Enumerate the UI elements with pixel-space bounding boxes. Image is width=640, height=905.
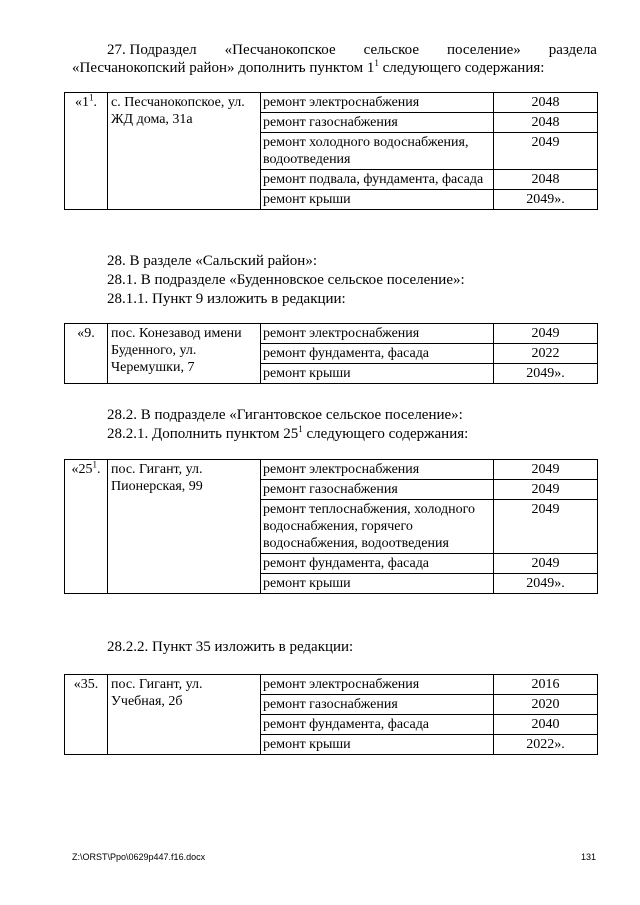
item-number-cell	[65, 460, 108, 594]
paragraph-28-2-1	[107, 424, 597, 444]
year-cell: 2049	[494, 460, 598, 480]
item-number-cell	[65, 93, 108, 210]
paragraph-27-line1	[107, 40, 597, 60]
year-cell: 2049».	[494, 574, 598, 594]
paragraph-text: «Песчанокопский район» дополнить пунктом 1	[72, 60, 375, 76]
paragraph-27-line2	[72, 58, 597, 78]
work-cell: ремонт фундамента, фасада	[261, 554, 494, 574]
work-cell: ремонт газоснабжения	[261, 695, 494, 715]
year-cell: 2049	[494, 500, 598, 554]
year-cell: 2049	[494, 554, 598, 574]
paragraph-text: следующего содержания:	[378, 60, 545, 76]
work-cell: ремонт крыши	[261, 190, 494, 210]
table-item-25-1	[64, 459, 598, 594]
word: поселение»	[446, 42, 521, 58]
paragraph-28-1-1: 28.1.1. Пункт 9 изложить в редакции:	[107, 291, 346, 307]
table-row	[65, 324, 598, 344]
footer-page-number: 131	[580, 852, 596, 862]
table-row	[65, 93, 598, 113]
table-row	[65, 460, 598, 480]
year-cell: 2048	[494, 113, 598, 133]
paragraph-28-2-2: 28.2.2. Пункт 35 изложить в редакции:	[107, 639, 354, 655]
year-cell: 2049	[494, 324, 598, 344]
year-cell: 2022	[494, 344, 598, 364]
year-cell: 2049».	[494, 364, 598, 384]
address-cell: пос. Гигант, ул. Пионерская, 99	[108, 460, 261, 594]
word: «Песчанокопское	[224, 42, 336, 58]
work-cell: ремонт крыши	[261, 574, 494, 594]
year-cell: 2049».	[494, 190, 598, 210]
superscript: 1	[92, 459, 97, 470]
item-number-dot: .	[93, 95, 97, 110]
item-number-cell: «35.	[65, 675, 108, 755]
work-cell: ремонт теплоснабжения, холодного водоснабжения, горячего водоснабжения, водоотведения	[261, 500, 494, 554]
item-number: «1	[75, 95, 89, 110]
work-cell: ремонт электроснабжения	[261, 324, 494, 344]
item-number: «25	[71, 462, 93, 477]
table-item-9	[64, 323, 598, 384]
table-item-1-1	[64, 92, 598, 210]
work-cell: ремонт крыши	[261, 364, 494, 384]
superscript: 1	[89, 92, 94, 103]
work-cell: ремонт электроснабжения	[261, 460, 494, 480]
work-cell: ремонт газоснабжения	[261, 113, 494, 133]
year-cell: 2022».	[494, 735, 598, 755]
table-item-35	[64, 674, 598, 755]
year-cell: 2016	[494, 675, 598, 695]
work-cell: ремонт подвала, фундамента, фасада	[261, 170, 494, 190]
address-cell: с. Песчанокопское, ул. ЖД дома, 31а	[108, 93, 261, 210]
footer-file-path: Z:\ORST\Ppo\0629p447.f16.docx	[72, 852, 206, 862]
superscript: 1	[298, 424, 303, 434]
paragraph-27-words	[107, 40, 597, 60]
address-cell: пос. Гигант, ул. Учебная, 2б	[108, 675, 261, 755]
word: раздела	[548, 42, 597, 58]
work-cell: ремонт фундамента, фасада	[261, 715, 494, 735]
year-cell: 2048	[494, 170, 598, 190]
year-cell: 2049	[494, 480, 598, 500]
work-cell: ремонт холодного водоснабжения, водоотведения	[261, 133, 494, 170]
paragraph-28-2: 28.2. В подразделе «Гигантовское сельское поселение»:	[107, 407, 463, 423]
address-cell: пос. Конезавод имени Буденного, ул. Черемушки, 7	[108, 324, 261, 384]
year-cell: 2049	[494, 133, 598, 170]
work-cell: ремонт газоснабжения	[261, 480, 494, 500]
work-cell: ремонт крыши	[261, 735, 494, 755]
year-cell: 2048	[494, 93, 598, 113]
item-number-dot: .	[97, 462, 101, 477]
table-row	[65, 675, 598, 695]
superscript: 1	[374, 58, 379, 68]
paragraph-28-1: 28.1. В подразделе «Буденновское сельское поселение»:	[107, 272, 465, 288]
word: 27. Подраздел	[107, 42, 197, 58]
work-cell: ремонт фундамента, фасада	[261, 344, 494, 364]
paragraph-text: следующего содержания:	[302, 426, 469, 442]
year-cell: 2020	[494, 695, 598, 715]
paragraph-28: 28. В разделе «Сальский район»:	[107, 253, 317, 269]
work-cell: ремонт электроснабжения	[261, 93, 494, 113]
item-number-cell: «9.	[65, 324, 108, 384]
work-cell: ремонт электроснабжения	[261, 675, 494, 695]
word: сельское	[363, 42, 419, 58]
paragraph-text: 28.2.1. Дополнить пунктом 25	[107, 426, 299, 442]
year-cell: 2040	[494, 715, 598, 735]
